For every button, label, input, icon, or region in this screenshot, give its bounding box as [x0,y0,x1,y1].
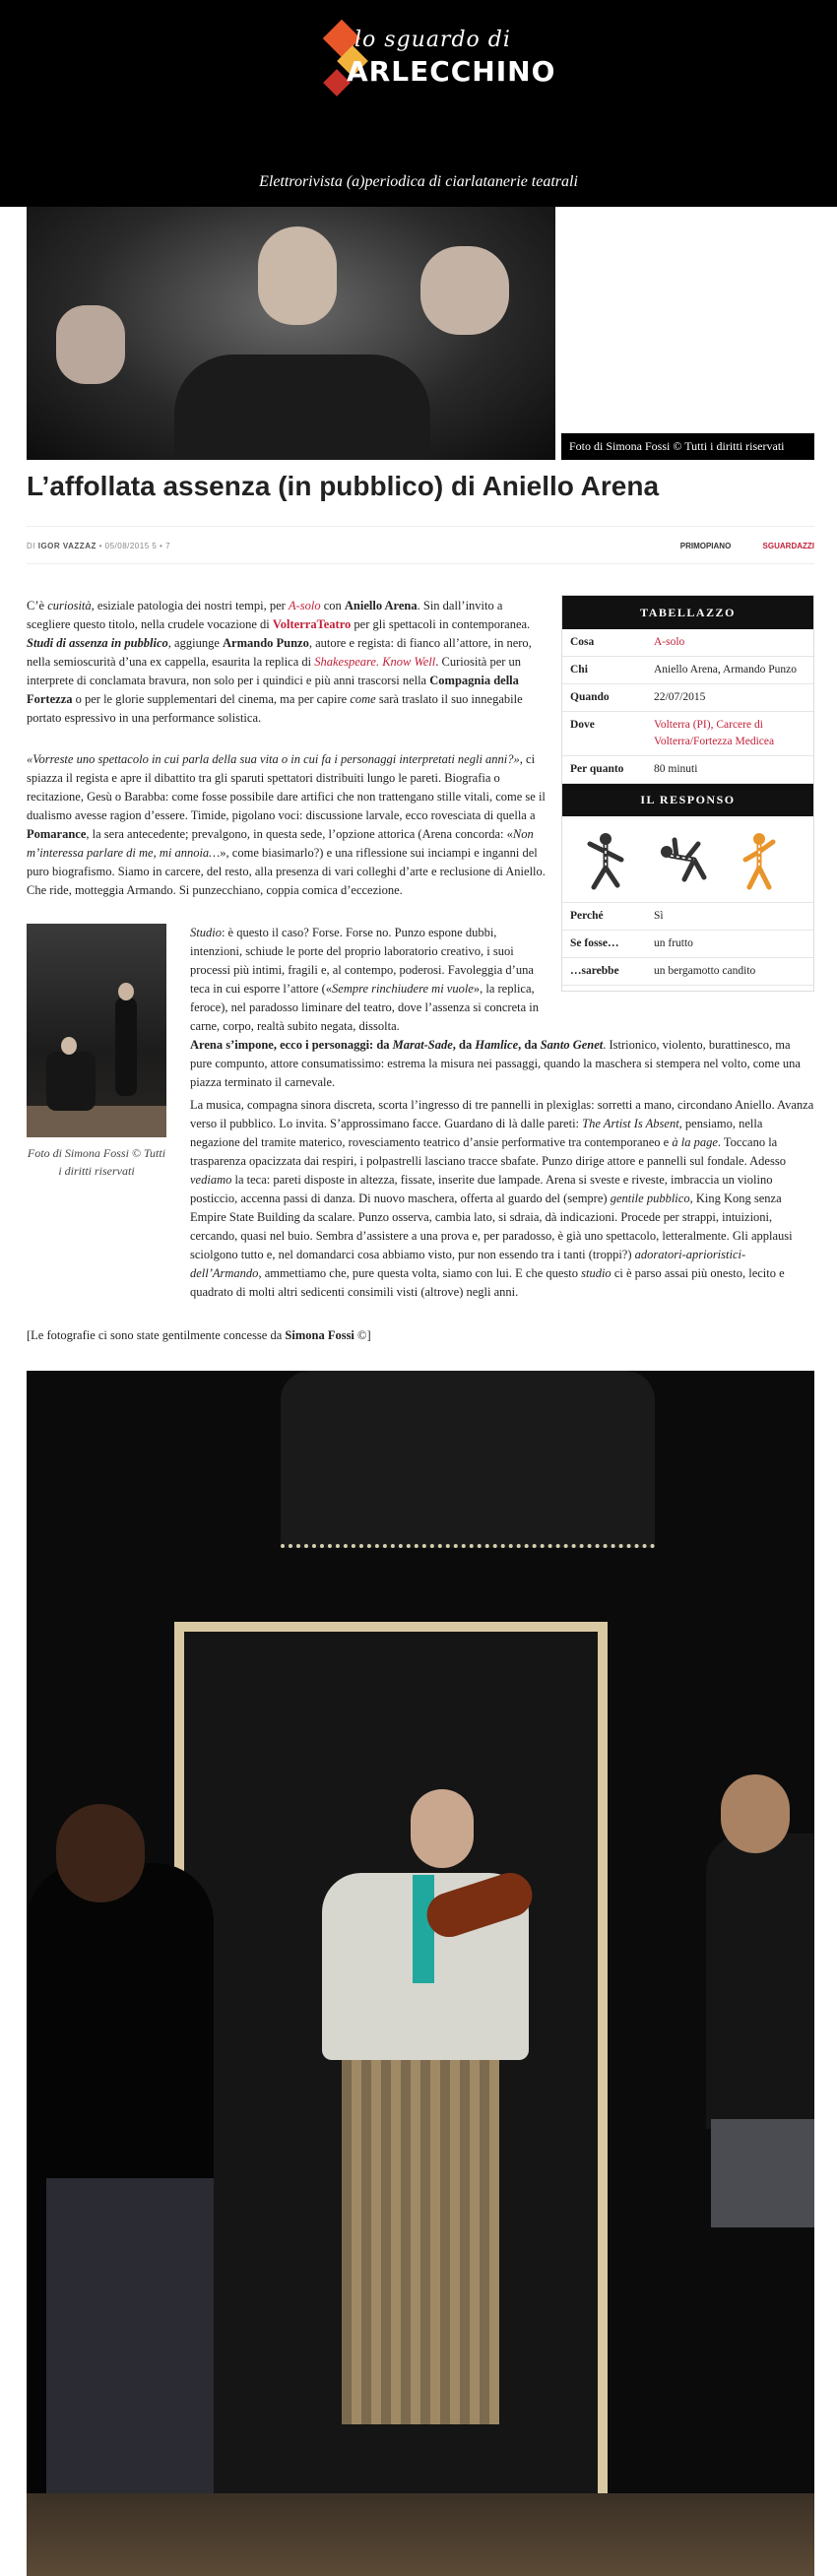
hero-body [174,354,430,460]
meta-date: • 05/08/2015 5 • 7 [98,542,171,550]
link-volterrateatro[interactable]: VolterraTeatro [272,617,352,631]
tab-row-cosa: Cosa A-solo [562,629,813,657]
post-tags [651,542,814,550]
hero-hand-right [420,246,509,335]
link-dove[interactable]: Volterra (PI), Carcere di Volterra/Fortezza Medicea [654,719,775,747]
hero-photo [27,207,555,460]
tag-sguardazzi[interactable]: SGUARDAZZI [762,542,814,550]
article-paragraph-3-cont: Arena s’impone, ecco i personaggi: da Marat-Sade, da Hamlice, da Santo Genet. Istrionico, violento, burattinesco, ma pure compunto, attore consumatissimo: estrema la misura nei passaggi, quando la maschera si stempera nel volto, come una piazza terminato il carnevale. [190,1038,801,1089]
hero-head [258,226,337,325]
tab-row-per-quanto: Per quanto 80 minuti [562,756,813,784]
post-meta [27,542,170,550]
mimo-orange-icon [732,830,787,891]
link-a-solo[interactable]: A-solo [288,599,321,612]
photo-credit-note: [Le fotografie ci sono state gentilmente concesse da Simona Fossi ©] [27,1328,371,1342]
tab-row-quando: Quando 22/07/2015 [562,684,813,712]
divider [27,526,814,527]
article-paragraph-2: «Vorreste uno spettacolo in cui parla della sua vita o in cui fa i personaggi interpretati negli anni?», ci spiazza il regista e apre il dibattito tra gli sparuti spettatori distribuiti lungo le pareti. Biografia o recitazione, Gesù o Barabba: come fosse possibile dare artifici che non trattengano stille vitali, come se il dualismo avesse ragion d’essere. Timide, pigolano voci: discussione larvale, ecco rovesciata di quella a Pomarance, la sera antecedente; prevalgono, in questa sede, l’opzione attorica (Arena concorda: «Non m’interessa parlare di me, mi annoia…», come biasimarlo?) e una riflessione sui inciampi e inganni del puro biografismo. Siamo in carcere, del resto, alla presenza di vari colleghi d’arte e reclusione di Aniello. Che ride, motteggia Armando. Si punzecchiano, coppia comica d’eccezione. [27,752,546,897]
meta-author-link[interactable]: IGOR VAZZAZ [37,542,97,550]
hero-hand-left [56,305,125,384]
tab-row-chi: Chi Aniello Arena, Armando Punzo [562,657,813,684]
responso-icons [562,816,813,903]
stage-photo [27,1371,814,2576]
article-paragraph-4: La musica, compagna sinora discreta, scorta l’ingresso di tre pannelli in plexiglas: sorretti a mano, circondano Aniello. Avanza verso il pubblico. Lo invita. S’approssimano facce. Guardano di là dalle pareti: The Artist Is Absent, pensiamo, nella negazione del tramite materico, rovesciamento teatrico d’ansie performative tra contemporaneo e à la page. Toccano la trasparenza opacizzata dai respiri, i polpastrelli lasciano tracce sbafate. Punzo dirige attore e pannelli sul fondale. Adesso vediamo la teca: pareti disposte in altezza, fissate, inserite due lampade. Arena si sveste e riveste, imbraccia un violino posticcio, accenna passi di danza. Di nuovo maschera, offerta al guardo del (sempre) gentile pubblico, King Kong senza Empire State Building da scalare. Punzo osserva, cambia lato, si sdraia, dà indicazioni. Procede per strappi, intuizioni, cercando, quasi nel buio. Sembra d’assistere a una prova e, per paradosso, è già uno spettacolo, letteralmente. Gli applausi sciolgono tutto e, nel domandarci cosa abbiamo visto, pur non essendo tra i tanti (troppi?) adoratori-aprioristici-dell’Armando, ammettiamo che, pure questa volta, siamo con lui. E che questo studio ci è parso assai più onesto, lecito e quadrato di molti altri sedicenti consimili visti (altrove) negli anni. [190,1098,814,1299]
side-photo [27,924,166,1137]
meta-by: DI [27,542,35,550]
tabellazzo-box [561,595,814,992]
responso-row-se-fosse: Se fosse… un frutto [562,931,813,958]
logo-top-text: lo sguardo di [354,28,511,52]
post-title: L’affollata assenza (in pubblico) di Aniello Arena [27,471,660,501]
side-photo-caption: Foto di Simona Fossi © Tutti i diritti riservati [27,1146,166,1178]
responso-row-perche: Perché Sì [562,903,813,931]
site-logo[interactable] [325,18,556,106]
divider [27,563,814,564]
mimo-dark-icon [655,830,710,891]
tabellazzo-title: TABELLAZZO [562,596,813,629]
site-tagline: Elettrorivista (a)periodica di ciarlatanerie teatrali [259,173,578,190]
tab-row-dove: Dove Volterra (PI), Carcere di Volterra/Fortezza Medicea [562,712,813,756]
hero-caption: Foto di Simona Fossi © Tutti i diritti riservati [561,433,814,460]
link-a-solo-tab[interactable]: A-solo [654,636,685,648]
responso-row-sarebbe: …sarebbe un bergamotto candito [562,958,813,986]
link-shakespeare-know-well[interactable]: Shakespeare. Know Well [314,655,436,669]
logo-main-text: ARLECCHINO [347,55,556,88]
article-paragraph-3: Studio: è questo il caso? Forse. Forse no. Punzo espone dubbi, intenzioni, schiude le porte del proprio laboratorio creativo, i suoi processi più intimi, fragili e, al contempo, poderosi. Favoleggia d’una teca in cui esporre l’attore («Sempre rinchiudere mi vuole», la replica, feroce), nel paradosso liminare del teatro, dove l’assenza si concreta in carne, corpo, realtà subito negata, dissolta. [190,926,540,1033]
article-paragraph-1: C’è curiosità, esiziale patologia dei nostri tempi, per A-solo con Aniello Arena. Sin dall’invito a scegliere questo titolo, nella crudele vocazione di VolterraTeatro per gli spettacoli in contemporanea. Studi di assenza in pubblico, aggiunge Armando Punzo, autore e regista: di fianco all’attore, in nero, nella semioscurità d’una ex cappella, esaurita la replica di Shakespeare. Know Well. Curiosità per un interprete di conclamata bravura, non solo per i quindici e più anni trascorsi nella Compagnia della Fortezza o per le glorie supplementari del cinema, ma per capire come sarà traslato il suo innegabile portato espressivo in una performance solistica. [27,599,532,725]
site-header [0,0,837,207]
responso-title: IL RESPONSO [562,784,813,816]
mimo-dark-icon [578,830,633,891]
tag-primopiano[interactable]: PRIMOPIANO [679,542,732,550]
